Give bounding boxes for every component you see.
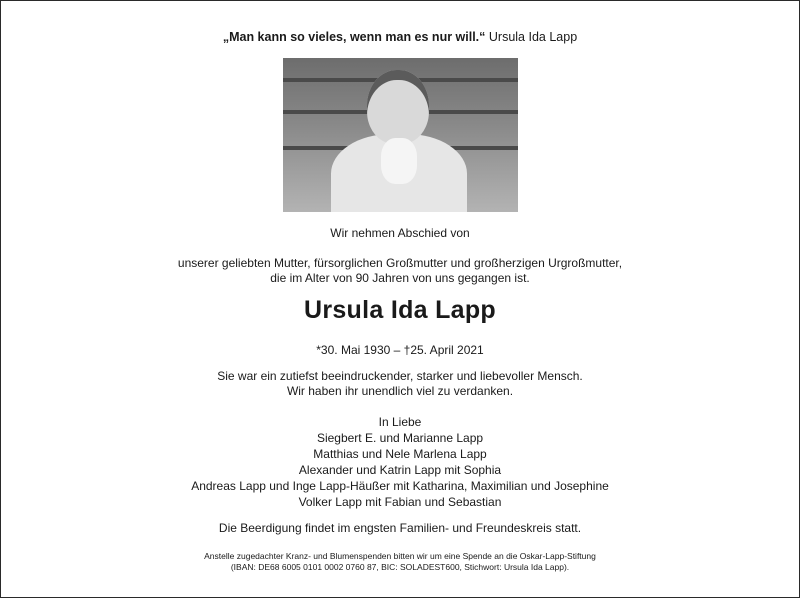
relation-line-1: unserer geliebten Mutter, fürsorglichen Großmutter und großherzigen Urgroßmutter, <box>177 256 623 270</box>
tribute-line-2: Wir haben ihr unendlich viel zu verdanken. <box>286 384 514 398</box>
family-line: Matthias und Nele Marlena Lapp <box>313 447 487 461</box>
family-line: Alexander und Katrin Lapp mit Sophia <box>298 463 502 477</box>
tribute-text <box>0 369 800 399</box>
deceased-name: Ursula Ida Lapp <box>303 296 497 324</box>
tribute-line-1: Sie war ein zutiefst beeindruckender, starker und liebevoller Mensch. <box>217 369 583 383</box>
portrait-photo <box>283 58 518 212</box>
relation-text <box>0 256 800 286</box>
relation-line-2: die im Alter von 90 Jahren von uns gegangen ist. <box>270 271 530 285</box>
family-line: In Liebe <box>378 415 422 429</box>
quote-text: „Man kann so vieles, wenn man es nur will.“ <box>222 30 486 44</box>
family-line: Siegbert E. und Marianne Lapp <box>316 431 484 445</box>
quote-line <box>0 30 800 44</box>
donation-line-1: Anstelle zugedachter Kranz- und Blumenspenden bitten wir um eine Spende an die Oskar-Lapp-Stiftung <box>204 551 596 561</box>
funeral-note: Die Beerdigung findet im engsten Familien- und Freundeskreis statt. <box>218 521 582 535</box>
donation-line-2: (IBAN: DE68 6005 0101 0002 0760 87, BIC: SOLADEST600, Stichwort: Ursula Ida Lapp). <box>230 562 570 572</box>
quote-author: Ursula Ida Lapp <box>488 30 578 44</box>
family-line: Volker Lapp mit Fabian und Sebastian <box>298 495 502 509</box>
family-line: Andreas Lapp und Inge Lapp-Häußer mit Katharina, Maximilian und Josephine <box>191 479 609 493</box>
donation-note <box>0 551 800 573</box>
life-dates: *30. Mai 1930 – †25. April 2021 <box>316 343 484 357</box>
intro-text: Wir nehmen Abschied von <box>330 226 470 240</box>
family-list <box>0 414 800 510</box>
